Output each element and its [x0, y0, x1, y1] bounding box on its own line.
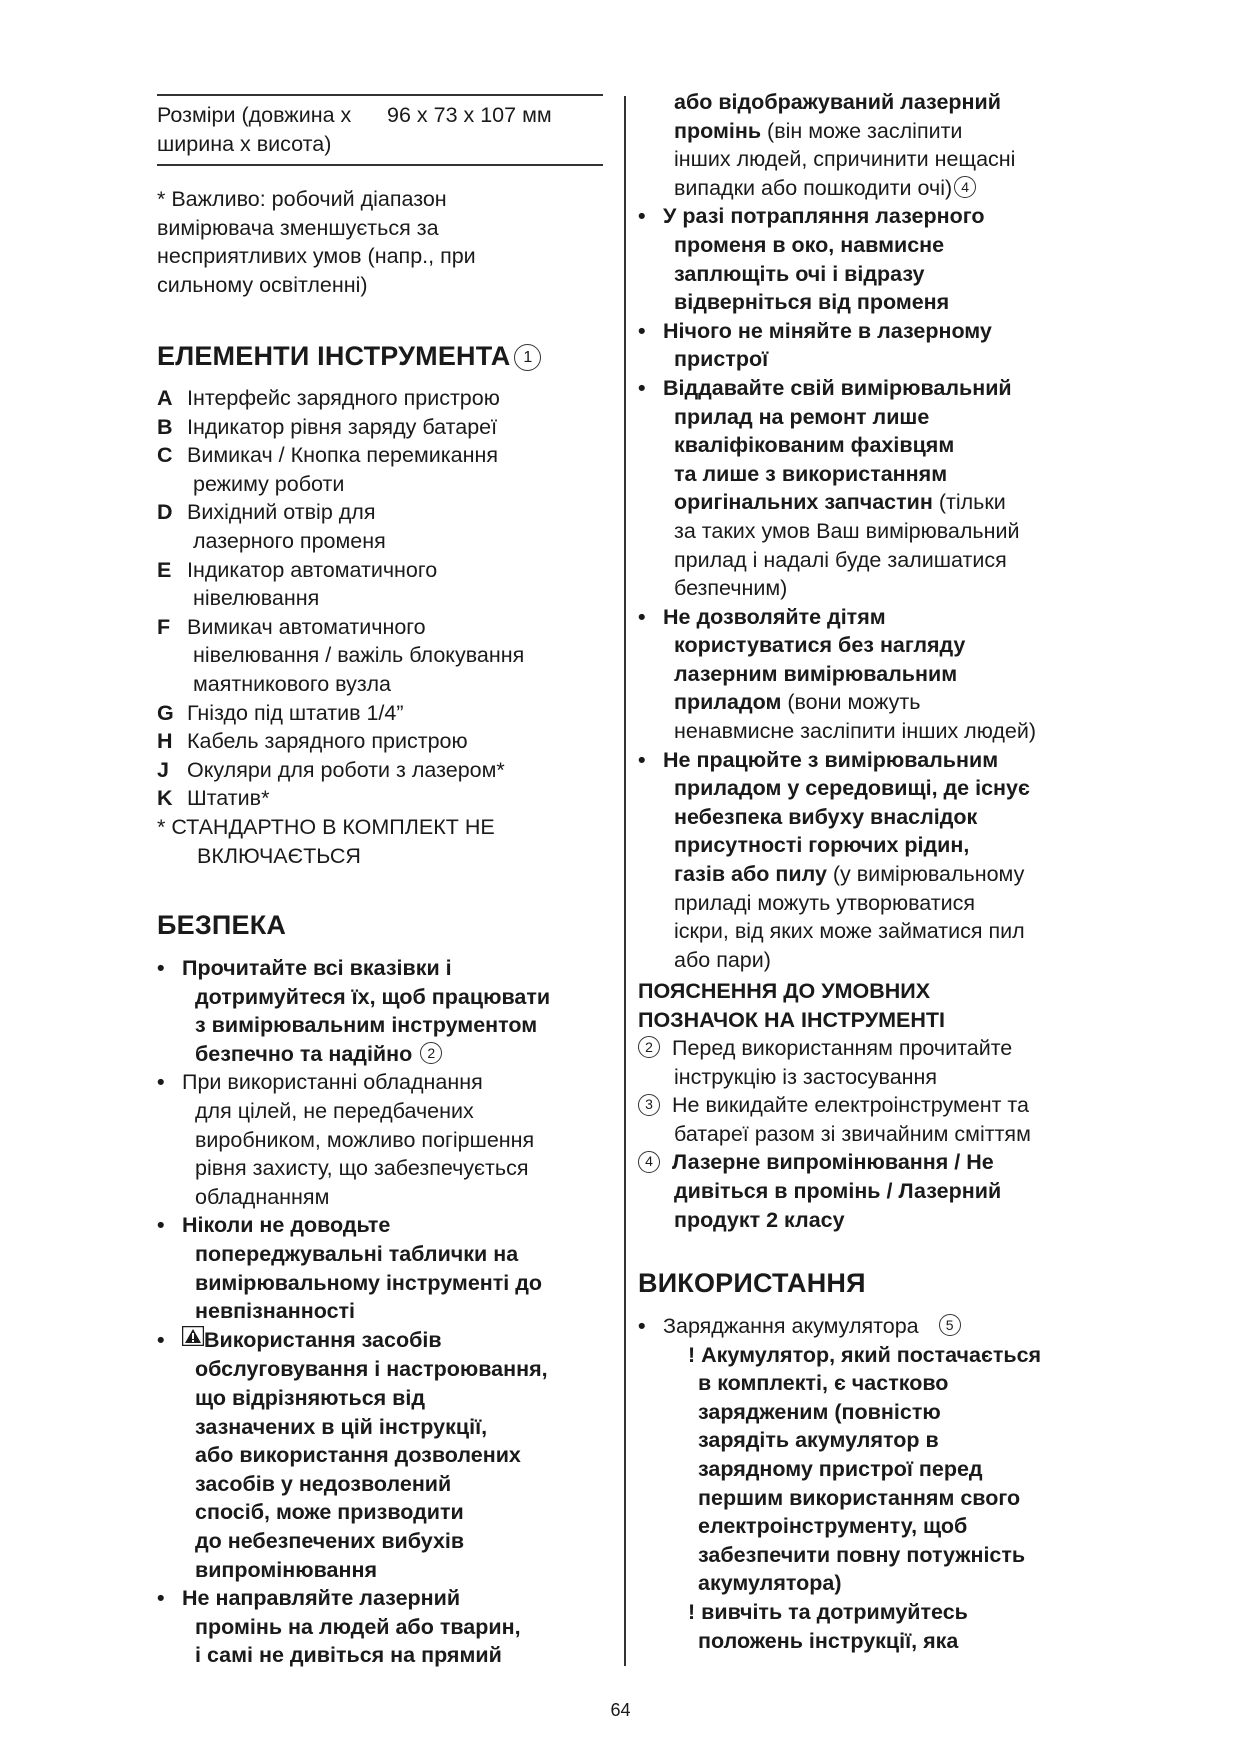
- symbols-heading-line: ПОЗНАЧОК НА ІНСТРУМЕНТІ: [638, 1007, 945, 1032]
- item-text: При використанні обладнання: [182, 1070, 483, 1095]
- spec-table: [157, 101, 603, 158]
- item-letter: E: [157, 557, 172, 582]
- bullet-icon: •: [157, 1327, 165, 1352]
- column-divider: [624, 96, 626, 1666]
- item-letter: H: [157, 729, 173, 754]
- usage-heading: ВИКОРИСТАННЯ: [638, 1268, 866, 1298]
- item-text: Вимикач / Кнопка перемикання: [187, 443, 498, 468]
- list-item: [638, 202, 1118, 316]
- usage-note: [638, 1341, 1118, 1598]
- item-text: прилад і надалі буде залишатися: [674, 547, 1007, 572]
- item-text: кваліфікованим фахівцям: [674, 433, 955, 458]
- item-text: положень інструкції, яка: [698, 1628, 959, 1653]
- list-item: [157, 1326, 607, 1584]
- footnote-line: * СТАНДАРТНО В КОМПЛЕКТ НЕ: [157, 814, 495, 839]
- item-text: прилад на ремонт лише: [674, 404, 930, 429]
- item-text: зазначених в цій інструкції,: [195, 1414, 488, 1439]
- item-text: що відрізняються від: [195, 1385, 426, 1410]
- bullet-icon: •: [157, 1213, 165, 1238]
- elements-heading: [157, 341, 541, 372]
- item-text: попереджувальні таблички на: [195, 1241, 519, 1266]
- item-text: ! вивчіть та дотримуйтесь: [688, 1599, 968, 1624]
- list-item: [638, 374, 1118, 603]
- footnote-line: ВКЛЮЧАЄТЬСЯ: [197, 843, 361, 868]
- item-text: або відображуваний лазерний: [674, 90, 1001, 114]
- item-text: пристрої: [674, 347, 769, 372]
- item-text: Вихідний отвір для: [187, 500, 376, 525]
- legend-item: [638, 1148, 1118, 1234]
- note-line: * Важливо: робочий діапазон: [157, 187, 447, 211]
- item-text: дивіться в промінь / Лазерний: [674, 1178, 1002, 1203]
- item-text: рівня захисту, що забезпечується: [195, 1156, 529, 1181]
- item-text: присутності горючих рідин,: [674, 833, 970, 858]
- item-text: спосіб, може призводити: [195, 1500, 464, 1525]
- item-text: ненавмисне засліпити інших людей): [674, 719, 1037, 744]
- item-text: Не дозволяйте дітям: [663, 604, 886, 629]
- item-text: продукт 2 класу: [674, 1207, 845, 1232]
- item-text: (у вимірювальному: [826, 862, 1025, 887]
- item-text: вимірювальному інструменті до: [195, 1270, 543, 1295]
- item-text: батареї разом зі звичайним сміттям: [674, 1121, 1031, 1146]
- bullet-icon: •: [638, 747, 646, 772]
- item-text: та лише з використанням: [674, 461, 948, 486]
- item-text: Не працюйте з вимірювальним: [663, 747, 999, 772]
- bullet-icon: •: [157, 1070, 165, 1095]
- item-text: (тільки: [932, 490, 1006, 515]
- legend-item: [638, 1091, 1118, 1148]
- item-text: відверніться від променя: [674, 290, 950, 315]
- item-text: і самі не дивіться на прямий: [195, 1643, 502, 1668]
- item-letter: K: [157, 786, 173, 811]
- item-text: зарядженим (повністю: [698, 1399, 941, 1424]
- item-letter: F: [157, 614, 171, 639]
- item-text: акумулятора): [698, 1571, 842, 1596]
- spec-value: 96 x 73 x 107 мм: [387, 103, 552, 127]
- item-text: дотримуйтеся їх, щоб працювати: [195, 984, 551, 1009]
- item-text: лазерним вимірювальним: [674, 661, 958, 686]
- item-text: ! Акумулятор, який постачається: [688, 1342, 1042, 1367]
- item-letter: G: [157, 700, 174, 725]
- list-item: [157, 1211, 607, 1325]
- ref-number-badge: 4: [638, 1151, 660, 1173]
- item-text: Кабель зарядного пристрою: [187, 729, 468, 754]
- item-text: Заряджання акумулятора: [663, 1314, 919, 1338]
- safety-heading: БЕЗПЕКА: [157, 910, 287, 940]
- item-text: Віддавайте свій вимірювальний: [663, 375, 1012, 400]
- item-text: газів або пилу: [674, 862, 827, 887]
- item-text: безпечно та надійно: [195, 1041, 413, 1066]
- item-text: випадки або пошкодити очі): [674, 175, 953, 200]
- item-text: (він може засліпити: [761, 118, 963, 143]
- spec-label: [157, 101, 387, 158]
- item-text: промінь на людей або тварин,: [195, 1614, 521, 1639]
- list-item: [157, 699, 607, 728]
- elements-list: [157, 384, 607, 870]
- ref-number-badge: 2: [638, 1036, 660, 1058]
- item-text: за таких умов Ваш вимірювальний: [674, 518, 1020, 543]
- elements-heading-text: ЕЛЕМЕНТИ ІНСТРУМЕНТА: [157, 341, 511, 371]
- item-text: в комплекті, є частково: [698, 1371, 949, 1396]
- spec-row: [157, 101, 603, 158]
- ref-number-badge: 3: [638, 1094, 660, 1116]
- item-letter: C: [157, 443, 173, 468]
- symbols-heading: [638, 977, 1108, 1034]
- list-item: [638, 746, 1118, 975]
- legend-item: [638, 1034, 1118, 1091]
- list-item: [157, 727, 607, 756]
- note-line: несприятливих умов (напр., при: [157, 244, 476, 269]
- item-text: Ніколи не доводьте: [182, 1213, 391, 1238]
- spec-table-top-rule: [157, 94, 603, 96]
- ref-number-badge: 4: [954, 176, 976, 198]
- item-text: маятникового вузла: [193, 671, 391, 696]
- item-text: приладом у середовищі, де існує: [674, 776, 1030, 801]
- item-text: лазерного променя: [193, 528, 386, 553]
- item-letter: B: [157, 414, 173, 439]
- item-text: випромінювання: [195, 1557, 378, 1582]
- item-text: виробником, можливо погіршення: [195, 1127, 535, 1152]
- item-text: заплющіть очі і відразу: [674, 261, 925, 286]
- bullet-icon: •: [638, 204, 646, 229]
- item-text: обслуговування і настроювання,: [195, 1357, 548, 1382]
- list-item: [157, 1584, 607, 1670]
- item-text: Не направляйте лазерний: [182, 1586, 461, 1611]
- usage-note: [638, 1598, 1118, 1655]
- list-item: [157, 498, 607, 555]
- item-letter: D: [157, 500, 173, 525]
- list-item: [157, 1068, 607, 1211]
- spec-table-bottom-rule: [157, 164, 603, 166]
- ref-number-badge: 1: [514, 344, 541, 371]
- item-text: У разі потрапляння лазерного: [663, 204, 985, 229]
- spec-label-line: ширина x висота): [157, 131, 332, 156]
- item-text: зарядному пристрої перед: [698, 1456, 983, 1481]
- item-text: нівелювання: [193, 586, 320, 611]
- item-text: до небезпечених вибухів: [195, 1528, 465, 1553]
- item-text: обладнанням: [195, 1184, 330, 1209]
- list-item: [157, 441, 607, 498]
- item-text: режиму роботи: [193, 471, 345, 496]
- safety-list-continued: [638, 88, 1118, 974]
- item-text: засобів у недозволений: [195, 1471, 452, 1496]
- bullet-icon: •: [157, 956, 165, 980]
- bullet-icon: •: [157, 1586, 165, 1611]
- range-note: [157, 185, 597, 299]
- list-item: [157, 384, 607, 413]
- safety-list: [157, 954, 607, 1670]
- ref-number-badge: 2: [420, 1042, 442, 1064]
- item-text: променя в око, навмисне: [674, 232, 945, 257]
- item-text: Гніздо під штатив 1/4”: [187, 700, 404, 725]
- item-text: з вимірювальним інструментом: [195, 1013, 538, 1038]
- page-number: 64: [610, 1700, 631, 1720]
- item-text: Вимикач автоматичного: [187, 614, 426, 639]
- symbols-legend: [638, 1034, 1118, 1234]
- item-text: невпізнанності: [195, 1299, 356, 1324]
- item-text: Не викидайте електроінструмент та: [672, 1093, 1029, 1118]
- item-text: нівелювання / важіль блокування: [193, 643, 525, 668]
- list-item: [638, 1312, 1118, 1341]
- ref-number-badge: 5: [939, 1314, 961, 1336]
- item-letter: J: [157, 757, 169, 782]
- item-text: для цілей, не передбачених: [195, 1098, 474, 1123]
- item-text: Нічого не міняйте в лазерному: [663, 318, 992, 343]
- item-text: першим використанням свого: [698, 1485, 1021, 1510]
- elements-footnote: [157, 813, 607, 870]
- item-text: Перед використанням прочитайте: [672, 1036, 1013, 1060]
- list-item: [157, 784, 607, 813]
- item-text: Окуляри для роботи з лазером*: [187, 757, 505, 782]
- list-item: [638, 317, 1118, 374]
- item-text: приладом: [674, 690, 782, 715]
- item-text: іскри, від яких може займатися пил: [674, 919, 1025, 944]
- item-text: оригінальних запчастин: [674, 490, 933, 515]
- note-line: вимірювача зменшується за: [157, 215, 439, 240]
- item-text: небезпека вибуху внаслідок: [674, 804, 978, 829]
- bullet-icon: •: [638, 1314, 646, 1338]
- list-item: [157, 613, 607, 699]
- list-item: [157, 756, 607, 785]
- item-text: Прочитайте всі вказівки і: [182, 956, 452, 980]
- bullet-icon: •: [638, 318, 646, 343]
- item-text: приладі можуть утворюватися: [674, 890, 976, 915]
- continued-item: [638, 88, 1118, 202]
- bullet-icon: •: [638, 604, 646, 629]
- item-text: промінь: [674, 118, 762, 143]
- item-text: безпечним): [674, 576, 788, 601]
- item-text: або пари): [674, 947, 771, 972]
- item-text: Використання засобів: [204, 1327, 442, 1352]
- item-text: (вони можуть: [781, 690, 921, 715]
- spec-label-line: Розміри (довжина x: [157, 103, 352, 127]
- list-item: [157, 954, 607, 1068]
- item-text: Індикатор автоматичного: [187, 557, 438, 582]
- item-text: забезпечити повну потужність: [698, 1542, 1026, 1567]
- list-item: [157, 413, 607, 442]
- usage-list: [638, 1312, 1118, 1655]
- note-line: сильному освітленні): [157, 272, 368, 297]
- symbols-heading-line: ПОЯСНЕННЯ ДО УМОВНИХ: [638, 979, 931, 1003]
- item-letter: A: [157, 386, 173, 410]
- item-text: Штатив*: [187, 786, 270, 811]
- item-text: інструкцію із застосування: [674, 1064, 938, 1089]
- item-text: зарядіть акумулятор в: [698, 1428, 939, 1453]
- list-item: [157, 556, 607, 613]
- bullet-icon: •: [638, 375, 646, 400]
- item-text: інших людей, спричинити нещасні: [674, 147, 1016, 172]
- item-text: або використання дозволених: [195, 1443, 521, 1468]
- item-text: Інтерфейс зарядного пристрою: [187, 386, 500, 410]
- warning-triangle-icon: [182, 1325, 204, 1354]
- item-text: Індикатор рівня заряду батареї: [187, 414, 498, 439]
- list-item: [638, 603, 1118, 746]
- item-text: електроінструменту, щоб: [698, 1514, 968, 1539]
- item-text: Лазерне випромінювання / Не: [672, 1150, 994, 1175]
- item-text: користуватися без нагляду: [674, 633, 966, 658]
